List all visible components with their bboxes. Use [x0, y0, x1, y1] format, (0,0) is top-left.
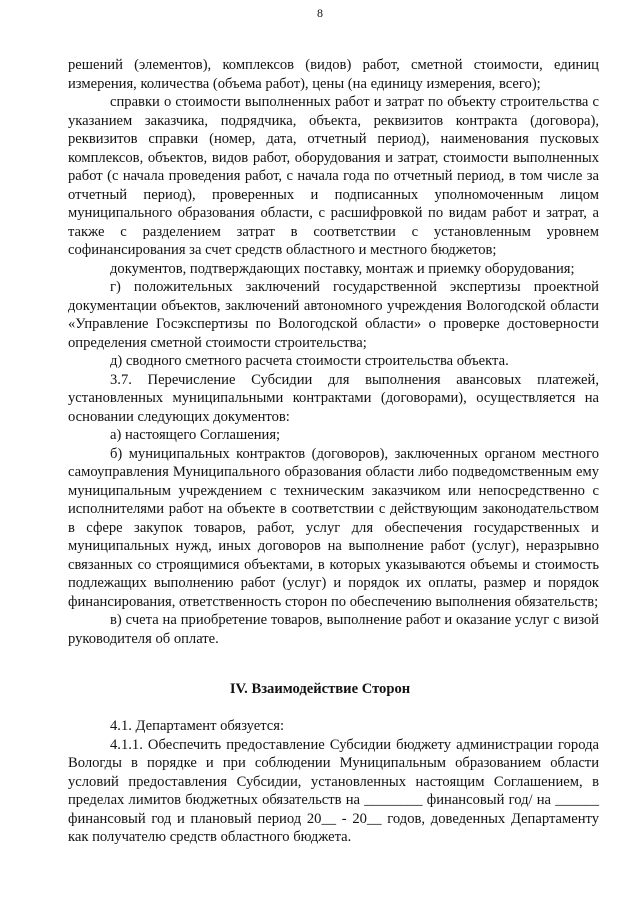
paragraph: 4.1. Департамент обязуется:	[110, 718, 285, 734]
paragraph: а) настоящего Соглашения;	[110, 427, 281, 443]
paragraph: г) положительных заключений государственной экспертизы проектной документации объектов, заключений автономного учреждения Вологодской области «Управление Госэкспертизы по Вологодской области» о проверке достоверности определения сметной стоимости строительства;	[68, 279, 599, 351]
paragraph: 4.1.1. Обеспечить предоставление Субсидии бюджету администрации города Вологды в порядке и при соблюдении Муниципальным образованием области условий предоставления Субсидии, установленных настоящим Соглашением, в пределах лимитов бюджетных обязательств на ________ финансовый год/ на ______ финансовый год и плановый период 20__ - 20__ годов, доведенных Департаменту как получателю средств областного бюджета.	[68, 736, 599, 845]
paragraph: б) муниципальных контрактов (договоров), заключенных органом местного самоуправления Муниципального образования области либо подведомственным ему муниципальным учреждением с техническим заказчиком или непосредственно с исполнителями работ на объекте в соответствии с действующим законодательством в сфере закупок товаров, работ, услуг для обеспечения государственных и муниципальных нужд, иных договоров на выполнение работ (услуг), неразрывно связанных со строящимися объектами, в которых указываются объемы и стоимость подлежащих выполнению работ (услуг) и порядок их оплаты, размер и порядок финансирования, ответственность сторон по обеспечению выполнения обязательств;	[68, 445, 599, 610]
paragraph: справки о стоимости выполненных работ и затрат по объекту строительства с указанием заказчика, подрядчика, объекта, реквизитов контракта (договора), реквизитов справки (номер, дата, отчетный период), наименования пусковых комплексов, объектов, видов работ, оборудования и затрат, стоимости выполненных работ (с начала проведения работ, с начала года по отчетный период, в том числе за отчетный период), проверенных и подписанных уполномоченным лицом муниципального образования области, с расшифровкой по видам работ и затрат, а также с разделением затрат в соответствии с установленным уровнем софинансирования за счет средств областного и местного бюджетов;	[68, 94, 599, 258]
document-body-section-4	[68, 717, 599, 847]
paragraph: в) счета на приобретение товаров, выполнение работ и оказание услуг с визой руководителя об оплате.	[68, 612, 599, 647]
paragraph: д) сводного сметного расчета стоимости строительства объекта.	[110, 353, 509, 369]
paragraph: документов, подтверждающих поставку, монтаж и приемку оборудования;	[110, 260, 575, 277]
document-body	[68, 56, 599, 648]
page-number: 8	[317, 6, 323, 20]
section-heading: IV. Взаимодействие Сторон	[229, 681, 411, 697]
paragraph: решений (элементов), комплексов (видов) работ, сметной стоимости, единиц измерения, количества (объема работ), цены (на единицу измерения, всего);	[68, 57, 599, 92]
paragraph: 3.7. Перечисление Субсидии для выполнения авансовых платежей, установленных муниципальными контрактами (договорами), осуществляется на основании следующих документов:	[68, 371, 599, 425]
